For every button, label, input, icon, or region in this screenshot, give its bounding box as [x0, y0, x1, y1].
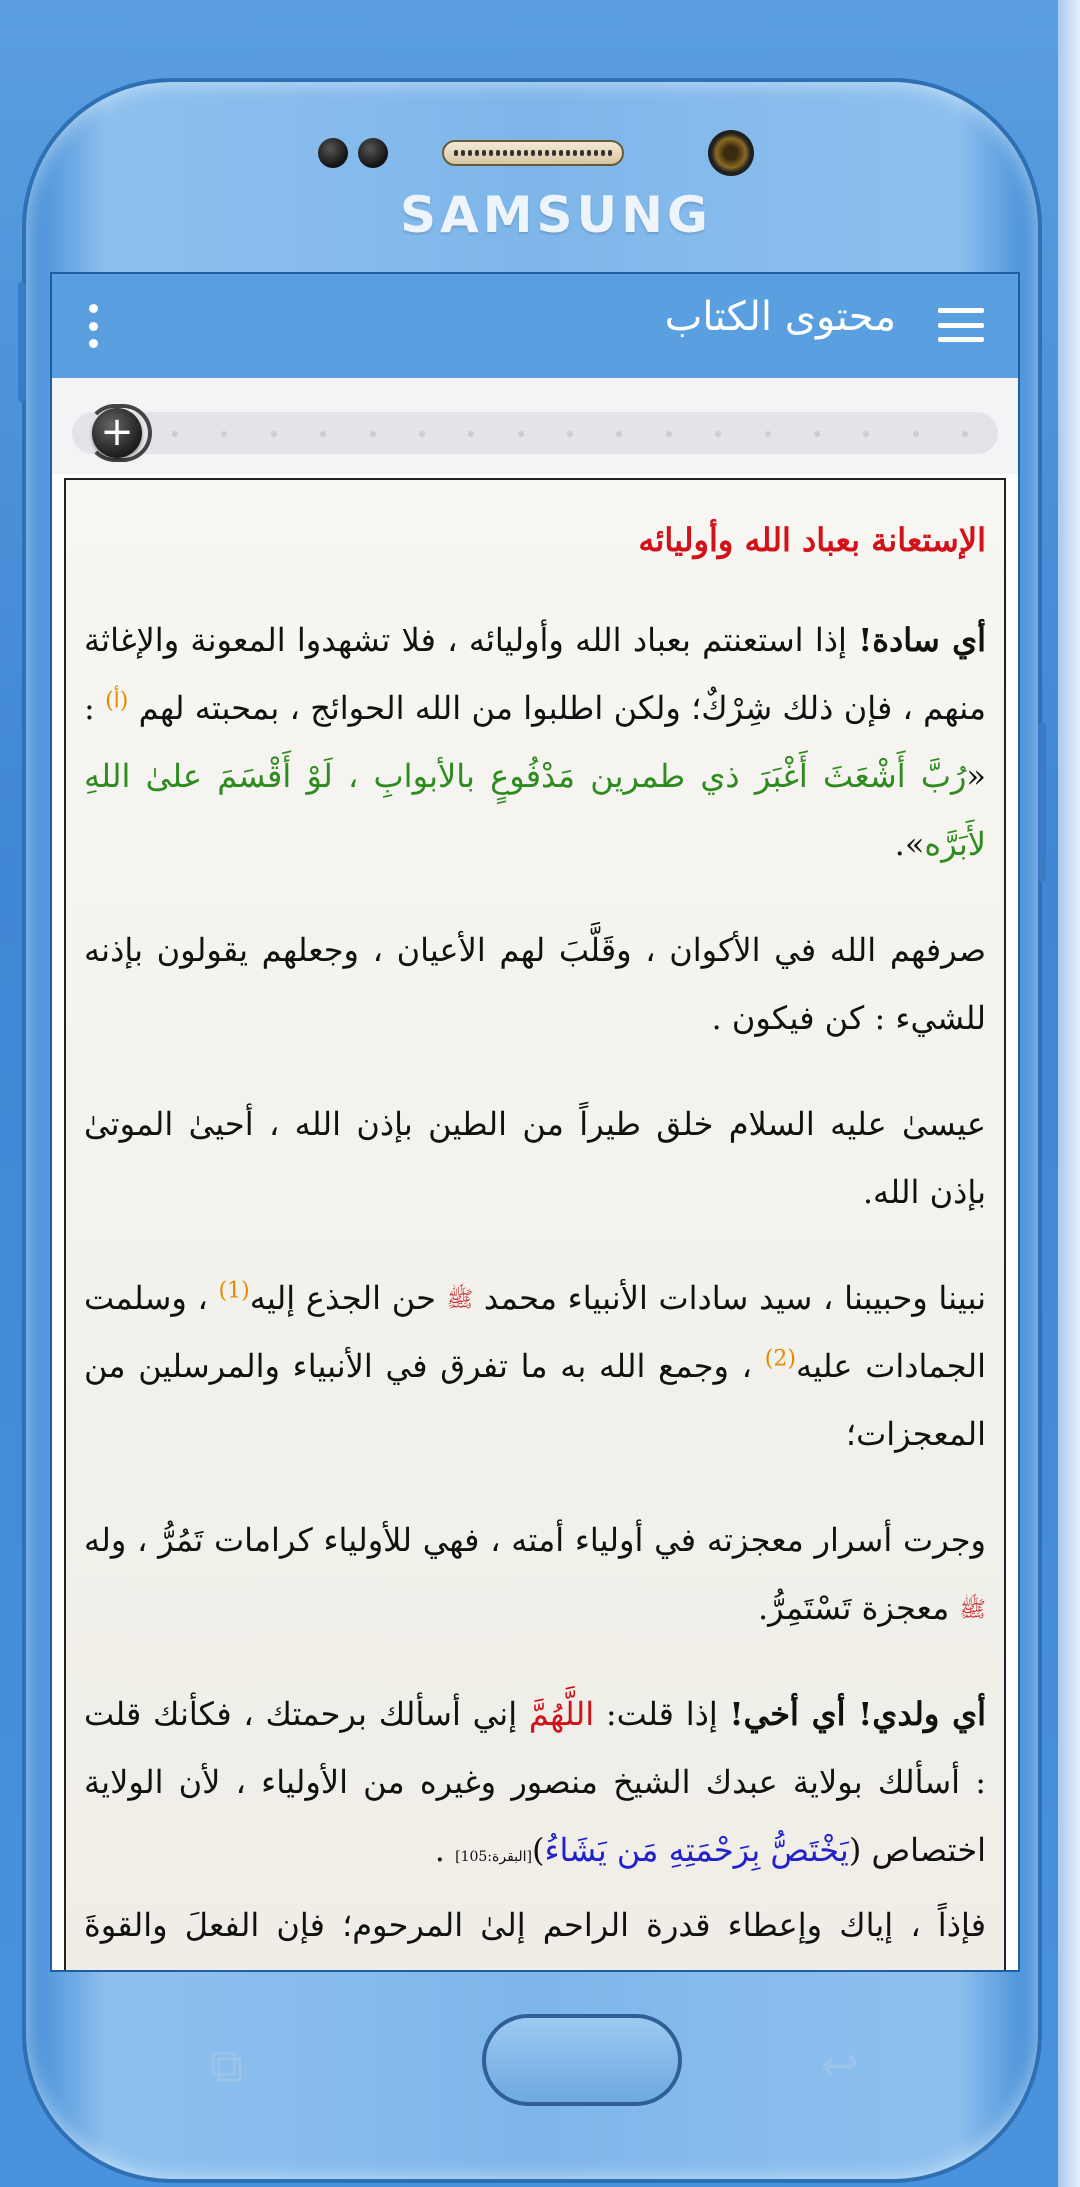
p4-d: ، وجمع الله به ما تفرق في الأنبياء والمرسلين من المعجزات؛ — [84, 1347, 986, 1453]
hamburger-menu-icon[interactable] — [938, 308, 984, 342]
p1-bold: أي سادة! — [858, 621, 987, 659]
earpiece-speaker — [442, 140, 624, 166]
device-brand: SAMSUNG — [400, 186, 712, 244]
quran-verse: يَخْتَصُّ بِرَحْمَتِهِ مَن يَشَاءُ — [544, 1831, 849, 1869]
p6-a: إذا قلت: — [594, 1695, 730, 1733]
p6-b: إني أسألك برحمتك ، فكأنك قلت : أسألك بولاية عبدك الشيخ منصور وغيره من الأولياء ، لأن الولاية اختصاص ( — [84, 1695, 986, 1869]
slider-ticks — [172, 431, 968, 435]
p1-colon: : « — [84, 689, 986, 795]
back-icon[interactable]: ↩ — [820, 2038, 859, 2092]
app-screen — [50, 272, 1020, 1972]
footnote-ref-a[interactable]: (أ) — [105, 688, 129, 714]
p6-end: . — [434, 1831, 456, 1869]
more-options-icon[interactable] — [88, 304, 98, 348]
paragraph-6 — [84, 1680, 986, 1891]
footnote-ref-1[interactable]: (1) — [218, 1278, 250, 1304]
volume-button — [18, 282, 26, 402]
page-title: محتوى الكتاب — [664, 294, 896, 340]
zoom-slider-bar — [52, 378, 1018, 474]
p5-b: معجزة تَسْتَمِرُّ. — [757, 1589, 960, 1627]
book-page — [64, 478, 1006, 1970]
paragraph-4 — [84, 1264, 986, 1468]
p4-c: ، وسلمت الجمادات عليه — [84, 1279, 987, 1385]
recent-apps-icon[interactable]: ⧉ — [210, 2038, 243, 2092]
paragraph-7: فإذاً ، إياك وإعطاء قدرة الراحم إلىٰ المرحوم؛ فإن الفعلَ والقوةَ — [84, 1906, 986, 1944]
p6-allahumma: اللَّهُمَّ — [528, 1695, 595, 1733]
power-button — [1038, 722, 1046, 882]
paragraph-3: عيسىٰ عليه السلام خلق طيراً من الطين بإذن الله ، أحيىٰ الموتىٰ بإذن الله. — [84, 1105, 986, 1211]
footnote-ref-2[interactable]: (2) — [764, 1346, 796, 1372]
salawat-glyph-2: ﷺ — [959, 1597, 986, 1623]
p4-b: حن الجذع إليه — [249, 1279, 447, 1317]
p1-end: ». — [894, 825, 925, 863]
salawat-glyph: ﷺ — [446, 1287, 474, 1313]
front-sensor-left — [318, 138, 348, 168]
app-bar — [52, 274, 1018, 378]
p6-c: ) — [532, 1831, 545, 1869]
section-heading: الإستعانة بعباد الله وأوليائه — [638, 521, 986, 559]
paragraph-1 — [84, 606, 986, 878]
paragraph-5 — [84, 1506, 986, 1642]
front-sensor-right — [358, 138, 388, 168]
home-button[interactable] — [482, 2014, 682, 2106]
zoom-plus-button[interactable]: + — [92, 408, 142, 458]
zoom-slider-track[interactable] — [72, 412, 998, 454]
paragraph-2: صرفهم الله في الأكوان ، وقَلَّبَ لهم الأعيان ، وجعلهم يقولون بإذنه للشيء : كن فيكون . — [84, 931, 986, 1037]
front-camera — [708, 130, 754, 176]
background-edge — [1058, 0, 1080, 2187]
verse-source: [البقرة:105] — [455, 1849, 532, 1865]
p6-bold: أي ولدي! أي أخي! — [729, 1695, 987, 1733]
hardware-nav-bar — [50, 1972, 1020, 2122]
p1-text: إذا استعنتم بعباد الله وأوليائه ، فلا تشهدوا المعونة والإغاثة منهم ، فإن ذلك شِرْكٌ؛ ولكن اطلبوا من الله الحوائج ، بمحبته لهم — [84, 621, 987, 727]
hadith-quote: رُبَّ أَشْعَثَ أَغْبَرَ ذي طمرين مَدْفُوعٍ بالأبوابِ ، لَوْ أَقْسَمَ علىٰ اللهِ لأَبَرَّه — [84, 757, 986, 863]
p4-a: نبينا وحبيبنا ، سيد سادات الأنبياء محمد — [473, 1279, 986, 1317]
p5-a: وجرت أسرار معجزته في أولياء أمته ، فهي للأولياء كرامات تَمُرُّ ، وله — [84, 1521, 986, 1559]
